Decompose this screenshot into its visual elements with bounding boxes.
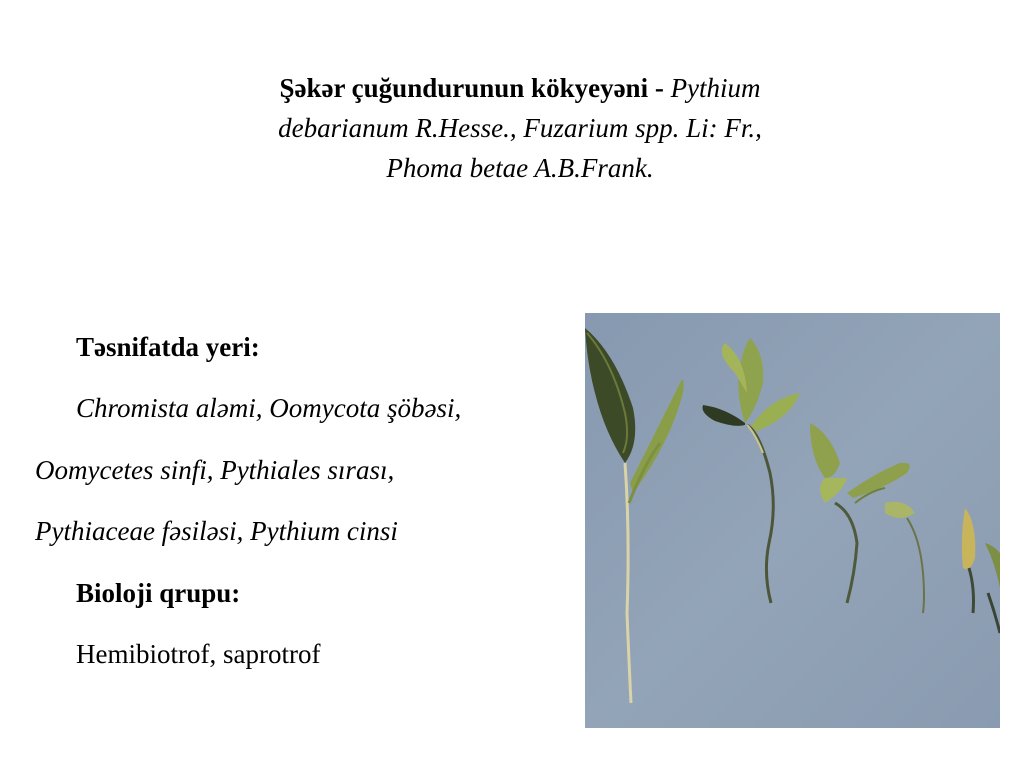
title-common-name: Şəkər çuğundurunun kökyeyəni - <box>279 73 671 103</box>
seedlings-photo <box>585 313 1000 728</box>
group-value: Hemibiotrof, saprotrof <box>76 639 321 669</box>
seedlings-illustration <box>585 313 1000 728</box>
classification-line-2: Oomycetes sinfi, Pythiales sırası, <box>35 455 395 485</box>
classification-heading: Təsnifatda yeri: <box>76 332 260 362</box>
title-species-line2: debarianum R.Hesse., Fuzarium spp. Li: Fr., <box>278 113 762 143</box>
group-heading: Bioloji qrupu: <box>76 578 241 608</box>
classification-line-1: Chromista aləmi, Oomycota şöbəsi, <box>76 393 462 423</box>
title-species-line1: Pythium <box>670 73 761 103</box>
slide-title <box>150 68 890 188</box>
title-species-line3: Phoma betae A.B.Frank. <box>386 153 654 183</box>
classification-line-3: Pythiaceae fəsiləsi, Pythium cinsi <box>35 516 398 546</box>
